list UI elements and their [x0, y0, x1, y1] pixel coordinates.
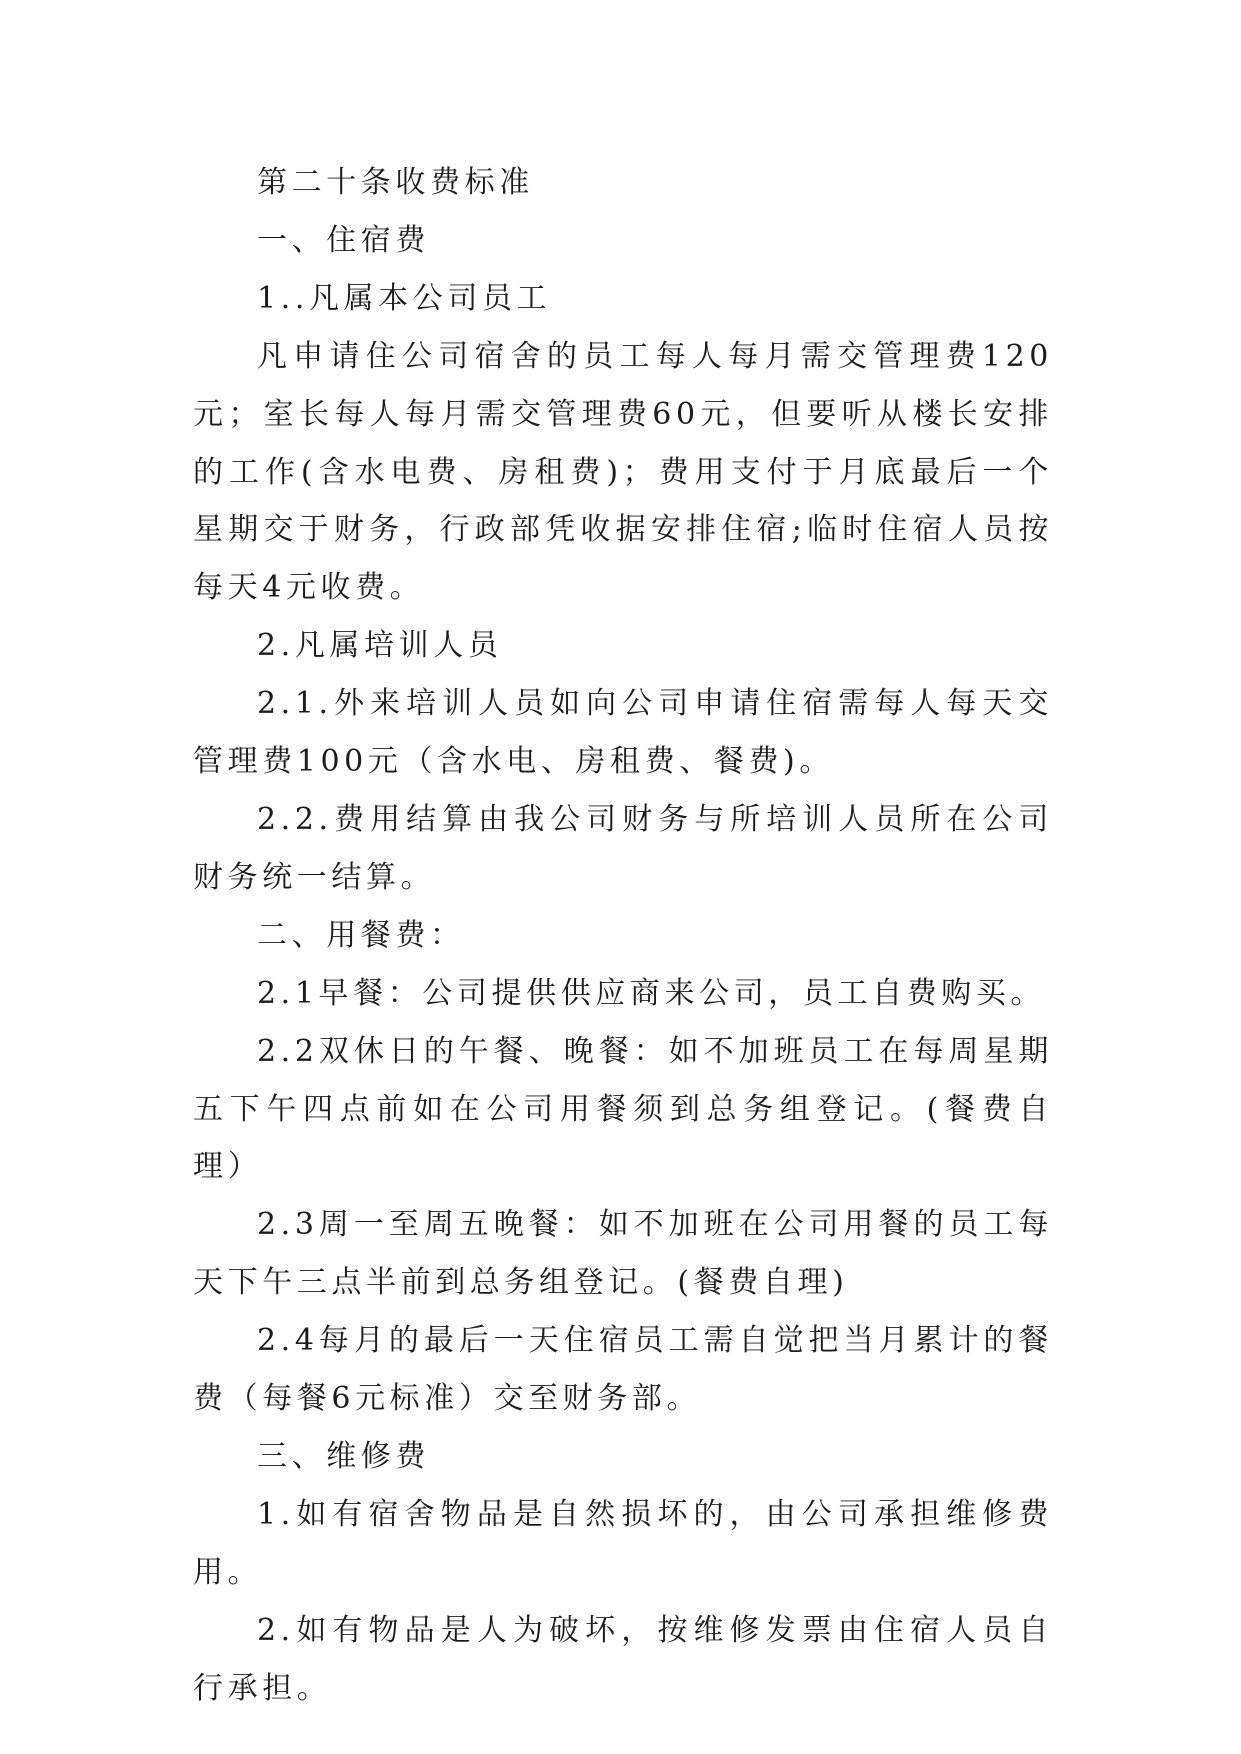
body-paragraph: 2.如有物品是人为破坏，按维修发票由住宿人员自行承担。	[193, 1612, 1053, 1706]
body-paragraph: 2.1早餐：公司提供供应商来公司，员工自费购买。	[257, 975, 1046, 1011]
body-paragraph: 2.2.费用结算由我公司财务与所培训人员所在公司财务统一结算。	[193, 801, 1053, 895]
body-paragraph: 2.1.外来培训人员如向公司申请住宿需每人每天交管理费100元（含水电、房租费、餐费)。	[193, 686, 1053, 780]
subsection-heading: 1..凡属本公司员工	[257, 280, 552, 316]
body-paragraph: 凡申请住公司宿舍的员工每人每月需交管理费120元；室长每人每月需交管理费60元，但要听从楼长安排的工作(含水电费、房租费)；费用支付于月底最后一个星期交于财务，行政部凭收据安排住宿;临时住宿人员按每天4元收费。	[193, 338, 1053, 606]
document-body	[193, 154, 1053, 1717]
section-heading: 一、住宿费	[257, 222, 430, 258]
body-paragraph: 2.3周一至周五晚餐：如不加班在公司用餐的员工每天下午三点半前到总务组登记。(餐费自理)	[193, 1207, 1053, 1301]
section-heading: 三、维修费	[257, 1438, 430, 1474]
body-paragraph: 2.2双休日的午餐、晚餐：如不加班员工在每周星期五下午四点前如在公司用餐须到总务组登记。(餐费自理）	[193, 1033, 1053, 1185]
section-heading: 二、用餐费：	[257, 917, 465, 953]
body-paragraph: 2.4每月的最后一天住宿员工需自觉把当月累计的餐费（每餐6元标准）交至财务部。	[193, 1323, 1053, 1417]
body-paragraph: 1.如有宿舍物品是自然损坏的，由公司承担维修费用。	[193, 1496, 1053, 1590]
subsection-heading: 2.凡属培训人员	[257, 628, 503, 664]
article-heading: 第二十条收费标准	[257, 165, 534, 200]
